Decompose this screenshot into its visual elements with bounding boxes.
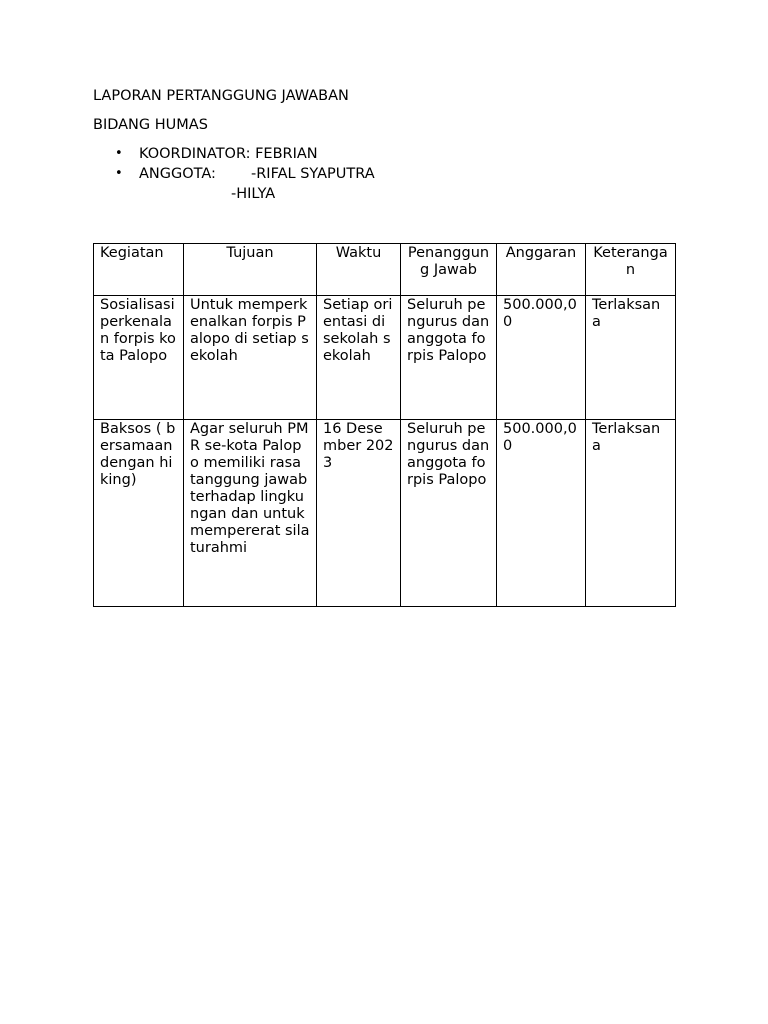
column-header: Waktu <box>317 244 401 296</box>
document-title: LAPORAN PERTANGGUNG JAWABAN <box>93 88 349 104</box>
column-header: Tujuan <box>184 244 317 296</box>
table-cell: Terlaksana <box>586 420 676 607</box>
member-label: ANGGOTA: <box>139 166 216 182</box>
column-header: Kegiatan <box>94 244 184 296</box>
table-cell: Setiap orientasi di sekolah sekolah <box>317 296 401 420</box>
table-cell: Sosialisasi perkenalan forpis kota Palopo <box>94 296 184 420</box>
table-cell: Seluruh pengurus dan anggota forpis Palopo <box>401 420 497 607</box>
column-header: Penanggung Jawab <box>401 244 497 296</box>
table-cell: Seluruh pengurus dan anggota forpis Palopo <box>401 296 497 420</box>
member-name: -HILYA <box>231 186 276 202</box>
table-cell: Untuk memperkenalkan forpis Palopo di setiap sekolah <box>184 296 317 420</box>
section-title: BIDANG HUMAS <box>93 117 208 133</box>
table-cell: Terlaksana <box>586 296 676 420</box>
table-row <box>94 420 676 607</box>
bullet-icon: • <box>115 146 123 161</box>
coordinator-line: KOORDINATOR: FEBRIAN <box>139 146 318 162</box>
member-name: -RIFAL SYAPUTRA <box>251 166 375 182</box>
table-cell: 500.000,00 <box>497 420 586 607</box>
table-cell: Baksos ( bersamaan dengan hiking) <box>94 420 184 607</box>
report-table <box>93 243 676 607</box>
bullet-icon: • <box>115 166 123 181</box>
table-header-row <box>94 244 676 296</box>
table-cell: 500.000,00 <box>497 296 586 420</box>
table-row <box>94 296 676 420</box>
table-cell: 16 Desember 2023 <box>317 420 401 607</box>
table-cell: Agar seluruh PMR se-kota Palopo memiliki rasa tanggung jawab terhadap lingkungan dan untuk mempererat silaturahmi <box>184 420 317 607</box>
column-header: Keterangan <box>586 244 676 296</box>
column-header: Anggaran <box>497 244 586 296</box>
